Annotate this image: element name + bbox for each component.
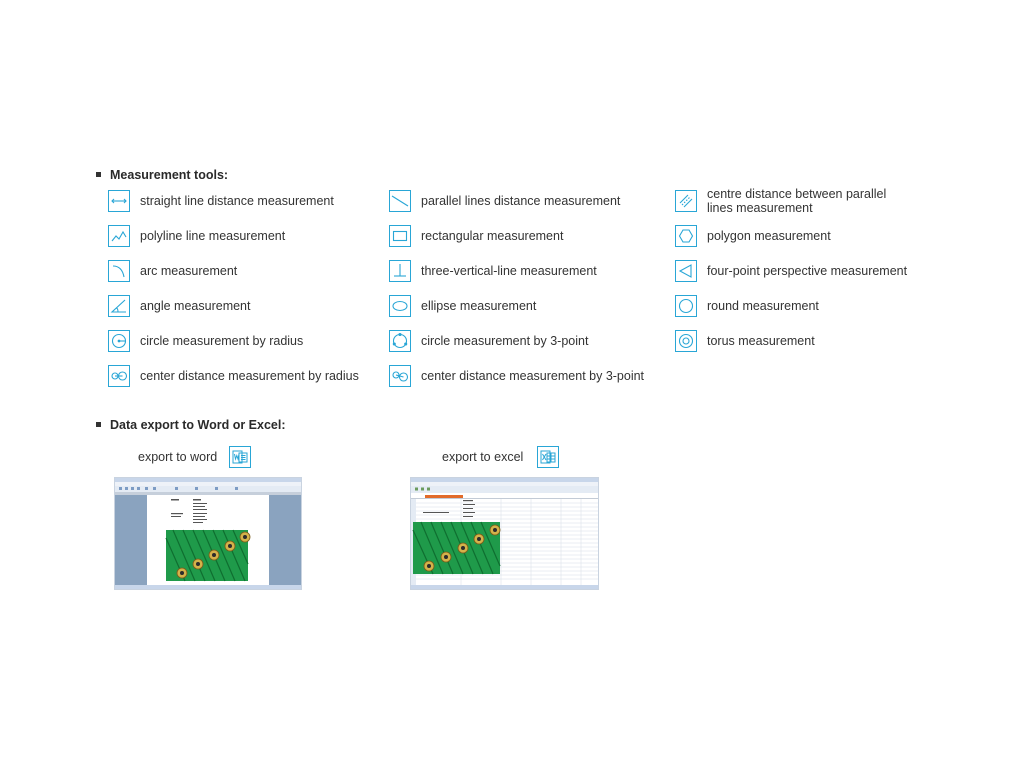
export-heading <box>96 418 286 432</box>
tool-circle-3point[interactable] <box>389 327 588 355</box>
arc-icon <box>108 260 130 282</box>
tool-polygon[interactable] <box>675 222 831 250</box>
round-icon <box>675 295 697 317</box>
tool-parallel-lines[interactable] <box>389 187 620 215</box>
tool-label: torus measurement <box>707 334 815 348</box>
tool-angle[interactable] <box>108 292 250 320</box>
export-heading-text: Data export to Word or Excel: <box>110 418 286 432</box>
centre-parallel-icon <box>675 190 697 212</box>
tool-label: parallel lines distance measurement <box>421 194 621 208</box>
torus-icon <box>675 330 697 352</box>
tool-label: circle measurement by 3-point <box>421 334 589 348</box>
circle-3point-icon <box>389 330 411 352</box>
export-to-excel-label: export to excel <box>442 450 524 464</box>
straight-line-icon <box>108 190 130 212</box>
word-export-screenshot <box>114 477 302 590</box>
ellipse-icon <box>389 295 411 317</box>
tool-torus[interactable] <box>675 327 815 355</box>
polyline-icon <box>108 225 130 247</box>
circle-radius-icon <box>108 330 130 352</box>
tool-label: rectangular measurement <box>421 229 564 243</box>
tool-centre-parallel[interactable] <box>675 187 907 215</box>
export-to-word-label: export to word <box>138 450 218 464</box>
measurement-tools-heading-text: Measurement tools: <box>110 168 229 182</box>
tool-label: center distance measurement by radius <box>140 369 359 383</box>
tool-label: three-vertical-line measurement <box>421 264 597 278</box>
word-icon[interactable] <box>229 446 251 468</box>
tool-ellipse[interactable] <box>389 292 536 320</box>
excel-icon[interactable] <box>537 446 559 468</box>
tool-label: arc measurement <box>140 264 238 278</box>
tool-label: ellipse measurement <box>421 299 537 313</box>
tool-round[interactable] <box>675 292 819 320</box>
tool-rectangular[interactable] <box>389 222 563 250</box>
center-distance-3point-icon <box>389 365 411 387</box>
tool-three-vertical-line[interactable] <box>389 257 597 285</box>
polygon-icon <box>675 225 697 247</box>
tool-polyline[interactable] <box>108 222 285 250</box>
tool-center-distance-radius[interactable] <box>108 362 359 390</box>
measurement-tools-heading <box>96 168 228 182</box>
tool-four-point-perspective[interactable] <box>675 257 907 285</box>
bullet-icon <box>96 172 101 177</box>
tool-label: polyline line measurement <box>140 229 286 243</box>
tool-label: straight line distance measurement <box>140 194 334 208</box>
angle-icon <box>108 295 130 317</box>
tool-label: four-point perspective measurement <box>707 264 908 278</box>
excel-export-screenshot <box>410 477 599 590</box>
tool-straight-line[interactable] <box>108 187 334 215</box>
tool-label: centre distance between parallel lines measurement <box>707 187 887 215</box>
tool-label: angle measurement <box>140 299 251 313</box>
four-point-perspective-icon <box>675 260 697 282</box>
tool-label: round measurement <box>707 299 819 313</box>
three-vertical-line-icon <box>389 260 411 282</box>
tool-label: circle measurement by radius <box>140 334 304 348</box>
tool-center-distance-3point[interactable] <box>389 362 644 390</box>
tool-label: center distance measurement by 3-point <box>421 369 645 383</box>
center-distance-radius-icon <box>108 365 130 387</box>
measurement-tools-grid <box>108 186 968 396</box>
parallel-lines-icon <box>389 190 411 212</box>
rectangle-icon <box>389 225 411 247</box>
tool-label: polygon measurement <box>707 229 831 243</box>
bullet-icon <box>96 422 101 427</box>
tool-arc[interactable] <box>108 257 237 285</box>
tool-circle-radius[interactable] <box>108 327 303 355</box>
